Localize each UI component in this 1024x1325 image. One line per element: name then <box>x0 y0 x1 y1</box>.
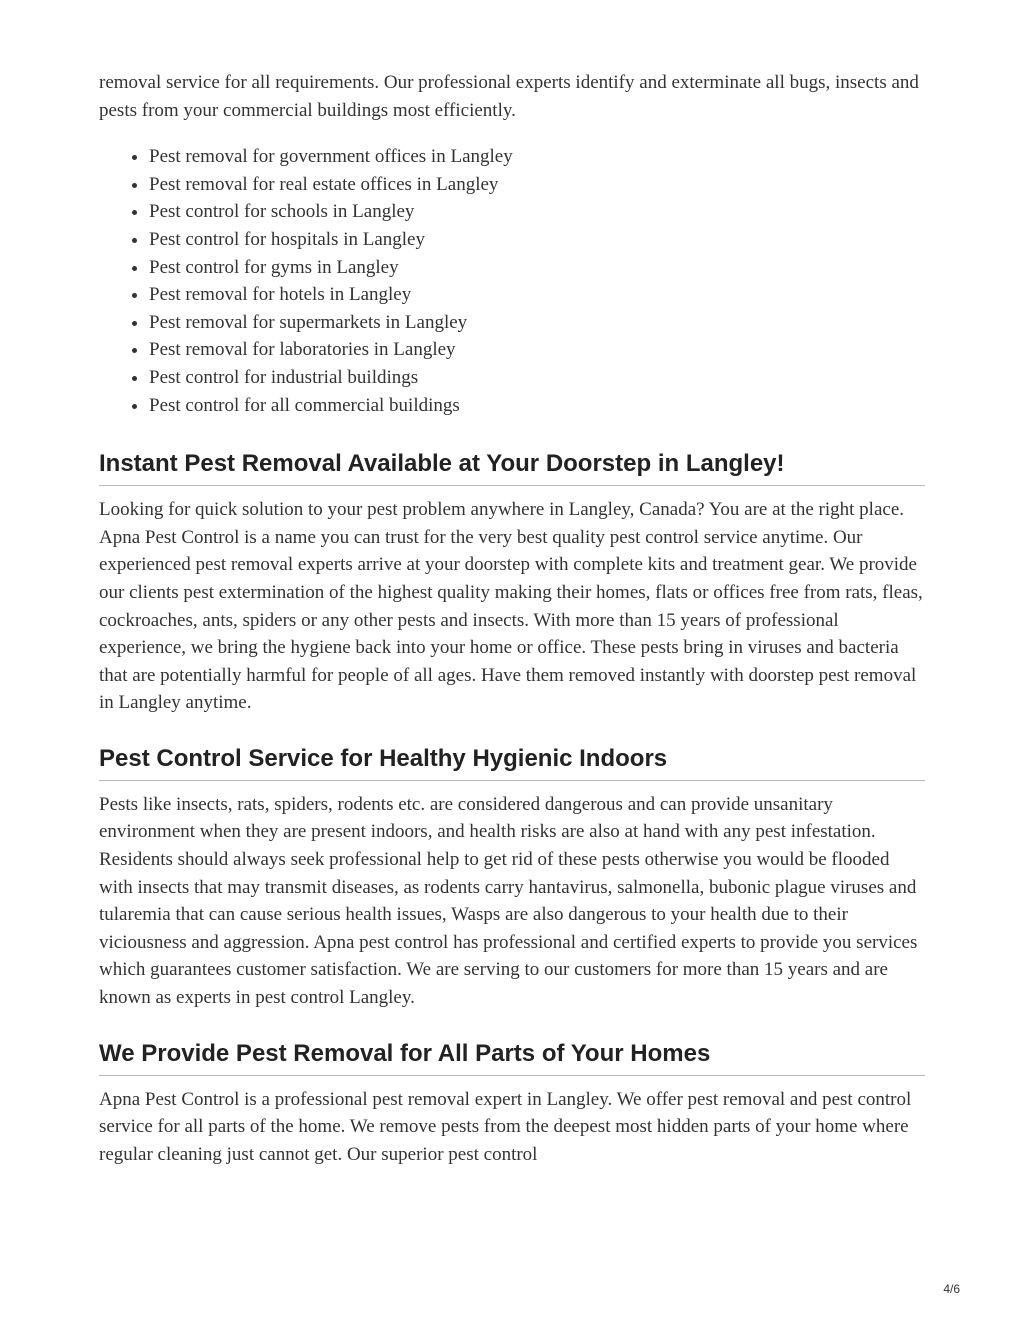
list-item: • Pest control for industrial buildings <box>149 364 925 392</box>
list-item: • Pest removal for supermarkets in Langley <box>149 309 925 337</box>
list-item: • Pest removal for real estate offices in Langley <box>149 171 925 199</box>
list-item: • Pest control for schools in Langley <box>149 198 925 226</box>
section-paragraph: Pests like insects, rats, spiders, rodents etc. are considered dangerous and can provide unsanitary environment when they are present indoors, and health risks are also at hand with any pest infestation. Residents should always seek professional help to get rid of these pests otherwise you would be flooded with insects that may transmit diseases, as rodents carry hantavirus, salmonella, bubonic plague viruses and tularemia that can cause serious health issues, Wasps are also dangerous to your health due to their viciousness and aggression. Apna pest control has professional and certified experts to provide you services which guarantees customer satisfaction. We are serving to our customers for more than 15 years and are known as experts in pest control Langley. <box>99 793 918 1009</box>
list-item: • Pest control for gyms in Langley <box>149 254 925 282</box>
list-item: • Pest removal for government offices in Langley <box>149 143 925 171</box>
section-instant-removal <box>99 449 925 717</box>
list-item: • Pest removal for laboratories in Langley <box>149 336 925 364</box>
page-number: 4/6 <box>943 1282 960 1296</box>
document-page <box>99 69 925 1168</box>
section-heading: Instant Pest Removal Available at Your Doorstep in Langley! <box>99 449 925 486</box>
section-paragraph: Apna Pest Control is a professional pest removal expert in Langley. We offer pest removal and pest control service for all parts of the home. We remove pests from the deepest most hidden parts of your home where regular cleaning just cannot get. Our superior pest control <box>99 1088 912 1165</box>
section-healthy-indoors <box>99 744 925 1012</box>
section-paragraph: Looking for quick solution to your pest problem anywhere in Langley, Canada? You are at the right place. Apna Pest Control is a name you can trust for the very best quality pest control service anytime. Our experienced pest removal experts arrive at your doorstep with complete kits and treatment gear. We provide our clients pest extermination of the highest quality making their homes, flats or offices free from rats, fleas, cockroaches, ants, spiders or any other pests and insects. With more than 15 years of professional experience, we bring the hygiene back into your home or office. These pests bring in viruses and bacteria that are potentially harmful for people of all ages. Have them removed instantly with doorstep pest removal in Langley anytime. <box>99 499 923 714</box>
list-item: • Pest control for hospitals in Langley <box>149 226 925 254</box>
section-heading: Pest Control Service for Healthy Hygienic Indoors <box>99 744 925 781</box>
service-bullet-list <box>99 143 925 419</box>
intro-paragraph: removal service for all requirements. Our professional experts identify and exterminate all bugs, insects and pests from your commercial buildings most efficiently. <box>99 72 919 121</box>
section-heading: We Provide Pest Removal for All Parts of Your Homes <box>99 1039 925 1076</box>
list-item: • Pest control for all commercial buildings <box>149 392 925 420</box>
list-item: • Pest removal for hotels in Langley <box>149 281 925 309</box>
section-all-parts-of-home <box>99 1039 925 1169</box>
